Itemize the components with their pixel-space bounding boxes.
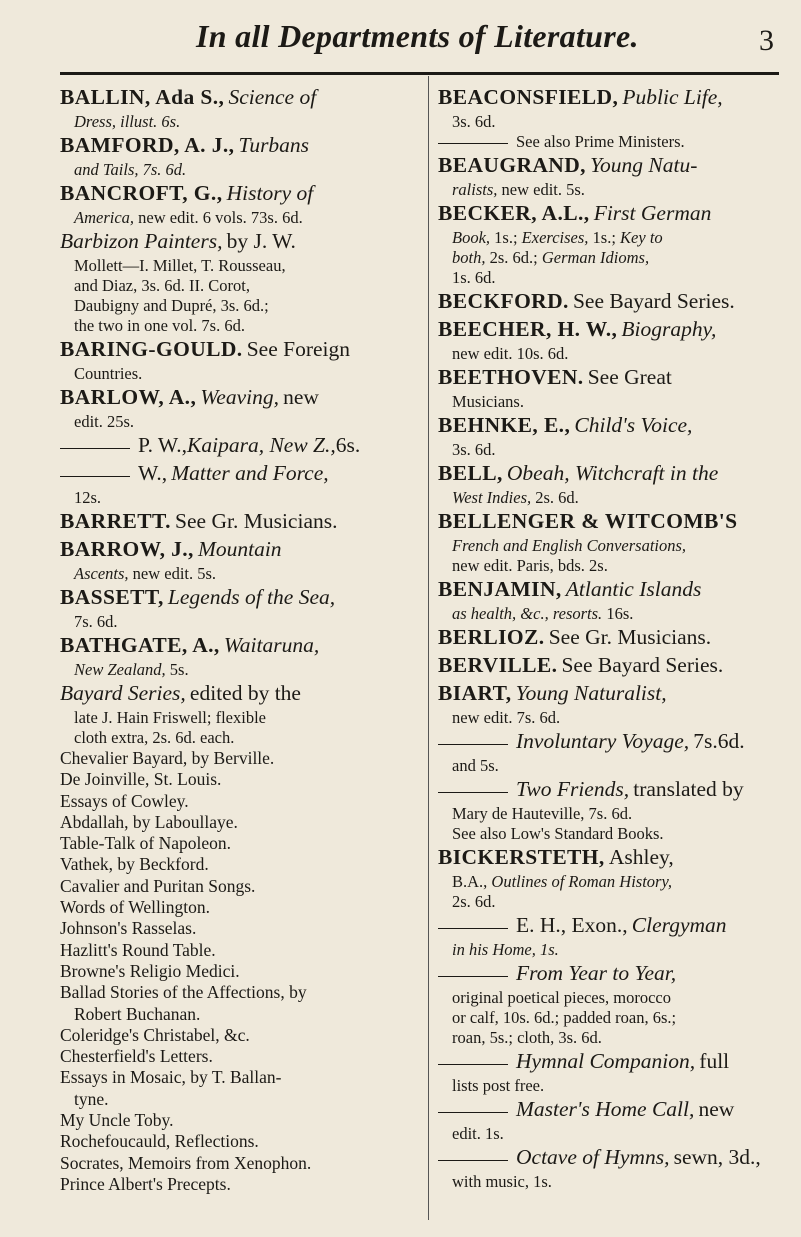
entry-line: both, 2s. 6d.; German Idioms,	[452, 248, 650, 267]
entry-line: in his Home, 1s.	[452, 940, 559, 959]
entry-bickersteth-octave: Octave of Hymns, sewn, 3d.,	[438, 1144, 784, 1172]
entry-line: lists post free.	[452, 1076, 545, 1095]
running-title: In all Departments of Literature.	[196, 18, 639, 54]
entry-line: as health, &c., resorts. 16s.	[452, 604, 634, 623]
list-item: Essays in Mosaic, by T. Ballan-	[60, 1067, 282, 1088]
page-header	[0, 14, 801, 76]
entry-beecher: BEECHER, H. W., Biography,	[438, 317, 717, 341]
entry-line: New Zealand, 5s.	[74, 660, 189, 679]
page-number: 3	[759, 24, 774, 57]
list-item: Browne's Religio Medici.	[60, 960, 240, 981]
entry-line: 2s. 6d.	[452, 892, 496, 911]
entry-line: America, new edit. 6 vols. 73s. 6d.	[74, 208, 303, 227]
entry-bickersteth-hymnal: Hymnal Companion, full	[438, 1048, 784, 1076]
list-item: Words of Wellington.	[60, 897, 210, 918]
entry-line: and 5s.	[452, 756, 499, 775]
list-item: tyne.	[74, 1088, 109, 1109]
entry-line: late J. Hain Friswell; flexible	[74, 708, 266, 727]
entry-line: new edit. 10s. 6d.	[452, 344, 569, 363]
entry-bassett: BASSETT, Legends of the Sea,	[60, 585, 336, 609]
entry-line: Countries.	[74, 364, 143, 383]
entry-line: ralists, new edit. 5s.	[452, 180, 585, 199]
entry-barlow-w: W., Matter and Force,	[60, 460, 422, 488]
entry-line: Mollett—I. Millet, T. Rousseau,	[74, 256, 286, 275]
list-item: Socrates, Memoirs from Xenophon.	[60, 1152, 312, 1173]
list-item: Robert Buchanan.	[74, 1003, 201, 1024]
entry-line: 1s. 6d.	[452, 268, 496, 287]
entry-line: B.A., Outlines of Roman History,	[452, 872, 673, 891]
entry-line: 3s. 6d.	[452, 112, 496, 131]
entry-line: Musicians.	[452, 392, 524, 411]
entry-beaugrand: BEAUGRAND, Young Natu-	[438, 153, 698, 177]
entry-bickersteth-e: E. H., Exon., Clergyman	[438, 912, 784, 940]
entry-berville: BERVILLE. See Bayard Series.	[438, 653, 724, 677]
entry-biart-involuntary: Involuntary Voyage, 7s.6d.	[438, 728, 784, 756]
list-item: Vathek, by Beckford.	[60, 854, 209, 875]
entry-line: See also Prime Ministers.	[438, 132, 784, 152]
entry-beaconsfield: BEACONSFIELD, Public Life,	[438, 85, 723, 109]
list-item: My Uncle Toby.	[60, 1110, 174, 1131]
entry-biart-two-friends: Two Friends, translated by	[438, 776, 784, 804]
entry-line: Ascents, new edit. 5s.	[74, 564, 217, 583]
list-item: Chevalier Bayard, by Berville.	[60, 748, 275, 768]
list-item: Johnson's Rasselas.	[60, 918, 197, 939]
entry-bayard-series: Bayard Series, edited by the	[60, 681, 301, 705]
list-item: Chesterfield's Letters.	[60, 1046, 213, 1067]
entry-bickersteth: BICKERSTETH, Ashley,	[438, 845, 674, 869]
entry-becker: BECKER, A.L., First German	[438, 201, 712, 225]
entry-berlioz: BERLIOZ. See Gr. Musicians.	[438, 625, 712, 649]
list-item: Prince Albert's Precepts.	[60, 1173, 231, 1194]
entry-line: edit. 1s.	[452, 1124, 504, 1143]
entry-beckford: BECKFORD. See Bayard Series.	[438, 289, 735, 313]
entry-line: with music, 1s.	[452, 1172, 552, 1191]
entry-bancroft: BANCROFT, G., History of	[60, 181, 314, 205]
entry-line: original poetical pieces, morocco	[452, 988, 671, 1007]
list-item: Coleridge's Christabel, &c.	[60, 1024, 250, 1045]
entry-line: or calf, 10s. 6d.; padded roan, 6s.;	[452, 1008, 677, 1027]
entry-barbizon: Barbizon Painters, by J. W.	[60, 229, 296, 253]
entry-barrow: BARROW, J., Mountain	[60, 537, 282, 561]
entry-bickersteth-master: Master's Home Call, new	[438, 1096, 784, 1124]
entry-line: the two in one vol. 7s. 6d.	[74, 316, 245, 335]
entry-line: See also Low's Standard Books.	[452, 824, 664, 843]
entry-line: edit. 25s.	[74, 412, 135, 431]
entry-line: Daubigny and Dupré, 3s. 6d.;	[74, 296, 269, 315]
right-column	[438, 84, 784, 1192]
entry-bamford: BAMFORD, A. J., Turbans	[60, 133, 310, 157]
entry-line: new edit. 7s. 6d.	[452, 708, 561, 727]
entry-behnke: BEHNKE, E., Child's Voice,	[438, 413, 693, 437]
list-item: Cavalier and Puritan Songs.	[60, 875, 256, 896]
entry-line: new edit. Paris, bds. 2s.	[452, 556, 608, 575]
entry-line: and Tails, 7s. 6d.	[74, 160, 187, 179]
list-item: Rochefoucauld, Reflections.	[60, 1131, 259, 1152]
list-item: Ballad Stories of the Affections, by	[60, 982, 307, 1003]
entry-bellenger: BELLENGER & WITCOMB'S	[438, 509, 738, 533]
entry-benjamin: BENJAMIN, Atlantic Islands	[438, 577, 702, 601]
entry-line: 3s. 6d.	[452, 440, 496, 459]
entry-line: West Indies, 2s. 6d.	[452, 488, 579, 507]
list-item: De Joinville, St. Louis.	[60, 769, 222, 790]
header-rule	[60, 72, 779, 75]
entry-barlow-p: P. W.,Kaipara, New Z.,6s.	[60, 432, 422, 460]
list-item: Abdallah, by Laboullaye.	[60, 811, 238, 832]
entry-barrett: BARRETT. See Gr. Musicians.	[60, 509, 338, 533]
entry-bathgate: BATHGATE, A., Waitaruna,	[60, 633, 320, 657]
entry-bickersteth-from: From Year to Year,	[438, 960, 784, 988]
entry-baring-gould: BARING-GOULD. See Foreign	[60, 337, 351, 361]
left-column	[60, 84, 422, 1195]
entry-barlow: BARLOW, A., Weaving, new	[60, 385, 319, 409]
entry-line: 12s.	[74, 488, 102, 507]
entry-ballin: BALLIN, Ada S., Science of	[60, 85, 317, 109]
entry-line: Book, 1s.; Exercises, 1s.; Key to	[452, 228, 663, 247]
entry-line: cloth extra, 2s. 6d. each.	[74, 728, 235, 747]
entry-line: Mary de Hauteville, 7s. 6d.	[452, 804, 633, 823]
column-divider	[428, 76, 429, 1220]
list-item: Essays of Cowley.	[60, 790, 189, 811]
entry-bell: BELL, Obeah, Witchcraft in the	[438, 461, 719, 485]
entry-line: Dress, illust. 6s.	[74, 112, 181, 131]
entry-beethoven: BEETHOVEN. See Great	[438, 365, 672, 389]
entry-line: French and English Conversations,	[452, 536, 687, 555]
entry-line: 7s. 6d.	[74, 612, 118, 631]
list-item: Table-Talk of Napoleon.	[60, 833, 232, 854]
entry-line: roan, 5s.; cloth, 3s. 6d.	[452, 1028, 602, 1047]
list-item: Hazlitt's Round Table.	[60, 939, 216, 960]
entry-line: and Diaz, 3s. 6d. II. Corot,	[74, 276, 250, 295]
entry-biart: BIART, Young Naturalist,	[438, 681, 667, 705]
